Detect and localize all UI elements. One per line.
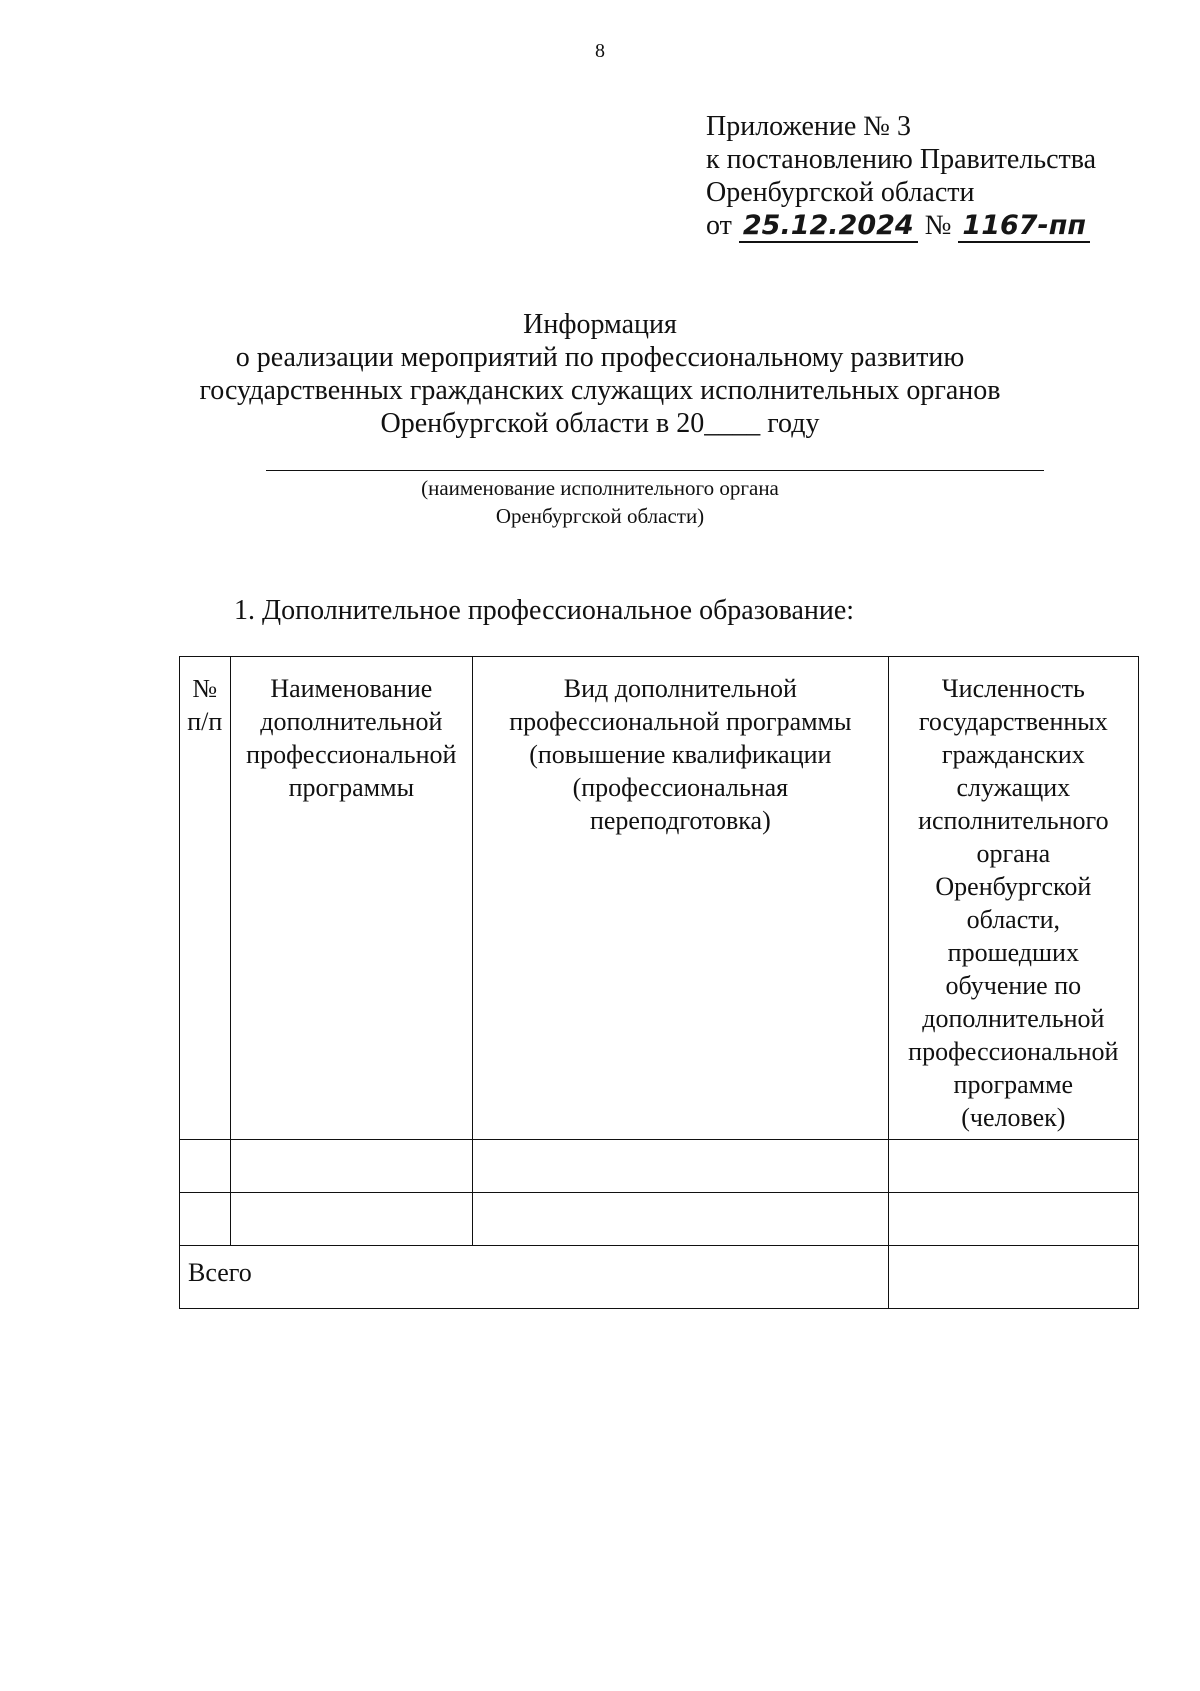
header-count-line: области,	[966, 905, 1061, 934]
header-type-line: профессиональной программы	[509, 707, 852, 736]
table-cell	[473, 1140, 889, 1193]
org-name-caption	[0, 474, 1200, 530]
header-count-line: Оренбургской	[935, 872, 1092, 901]
handwritten-number: 1167-пп	[958, 211, 1090, 243]
heading-line-3: государственных гражданских служащих исполнительных органов	[199, 375, 1001, 406]
number-prefix: №	[924, 210, 952, 241]
appendix-title: Приложение № 3	[706, 111, 911, 142]
heading-line-2: о реализации мероприятий по профессиональному развитию	[235, 342, 965, 373]
org-name-blank-line	[266, 470, 1044, 471]
header-name-line: Наименование	[270, 674, 433, 703]
header-count-line: органа	[976, 839, 1051, 868]
header-num-line: №	[192, 674, 218, 703]
org-caption-line-1: (наименование исполнительного органа	[421, 476, 779, 500]
appendix-date-line	[706, 209, 1096, 243]
header-count-line: Численность	[941, 674, 1085, 703]
section-title: 1. Дополнительное профессиональное образование:	[234, 595, 855, 626]
header-count-line: профессиональной	[908, 1037, 1119, 1066]
total-value-cell	[888, 1246, 1138, 1309]
header-count-line: гражданских	[941, 740, 1085, 769]
header-count-line: прошедших	[947, 938, 1079, 967]
header-employee-count	[888, 657, 1138, 1140]
table-row	[180, 1193, 1139, 1246]
header-count-line: исполнительного	[918, 806, 1109, 835]
table-row	[180, 1140, 1139, 1193]
table-cell	[230, 1140, 472, 1193]
table-cell	[180, 1140, 231, 1193]
header-type-line: переподготовка)	[589, 806, 771, 835]
header-count-line: дополнительной	[922, 1004, 1105, 1033]
table-header-row	[180, 657, 1139, 1140]
header-program-type	[473, 657, 889, 1140]
table-cell	[888, 1193, 1138, 1246]
header-type-line: (повышение квалификации	[529, 740, 832, 769]
appendix-region: Оренбургской области	[706, 177, 975, 208]
date-prefix: от	[706, 210, 732, 241]
heading-title: Информация	[523, 309, 677, 340]
table-cell	[180, 1193, 231, 1246]
header-count-line: программе	[953, 1070, 1074, 1099]
handwritten-date: 25.12.2024	[739, 211, 918, 243]
table-total-row	[180, 1246, 1139, 1309]
org-caption-line-2: Оренбургской области)	[495, 504, 705, 528]
table-cell	[888, 1140, 1138, 1193]
header-program-name	[230, 657, 472, 1140]
header-count-line: служащих	[956, 773, 1071, 802]
education-table	[179, 656, 1139, 1309]
total-label: Всего	[180, 1246, 889, 1309]
heading-line-4: Оренбургской области в 20____ году	[380, 408, 820, 439]
header-name-line: дополнительной	[260, 707, 443, 736]
header-name-line: программы	[288, 773, 415, 802]
header-name-line: профессиональной	[246, 740, 457, 769]
header-count-line: обучение по	[945, 971, 1082, 1000]
header-count-line: (человек)	[961, 1103, 1066, 1132]
header-count-line: государственных	[918, 707, 1108, 736]
header-num-line: п/п	[187, 707, 223, 736]
table-cell	[230, 1193, 472, 1246]
header-num	[180, 657, 231, 1140]
header-type-line: (профессиональная	[572, 773, 789, 802]
table-cell	[473, 1193, 889, 1246]
header-type-line: Вид дополнительной	[563, 674, 797, 703]
page-number: 8	[595, 40, 605, 62]
document-heading	[0, 308, 1200, 440]
appendix-block	[706, 110, 1096, 243]
appendix-resolution: к постановлению Правительства	[706, 144, 1097, 175]
